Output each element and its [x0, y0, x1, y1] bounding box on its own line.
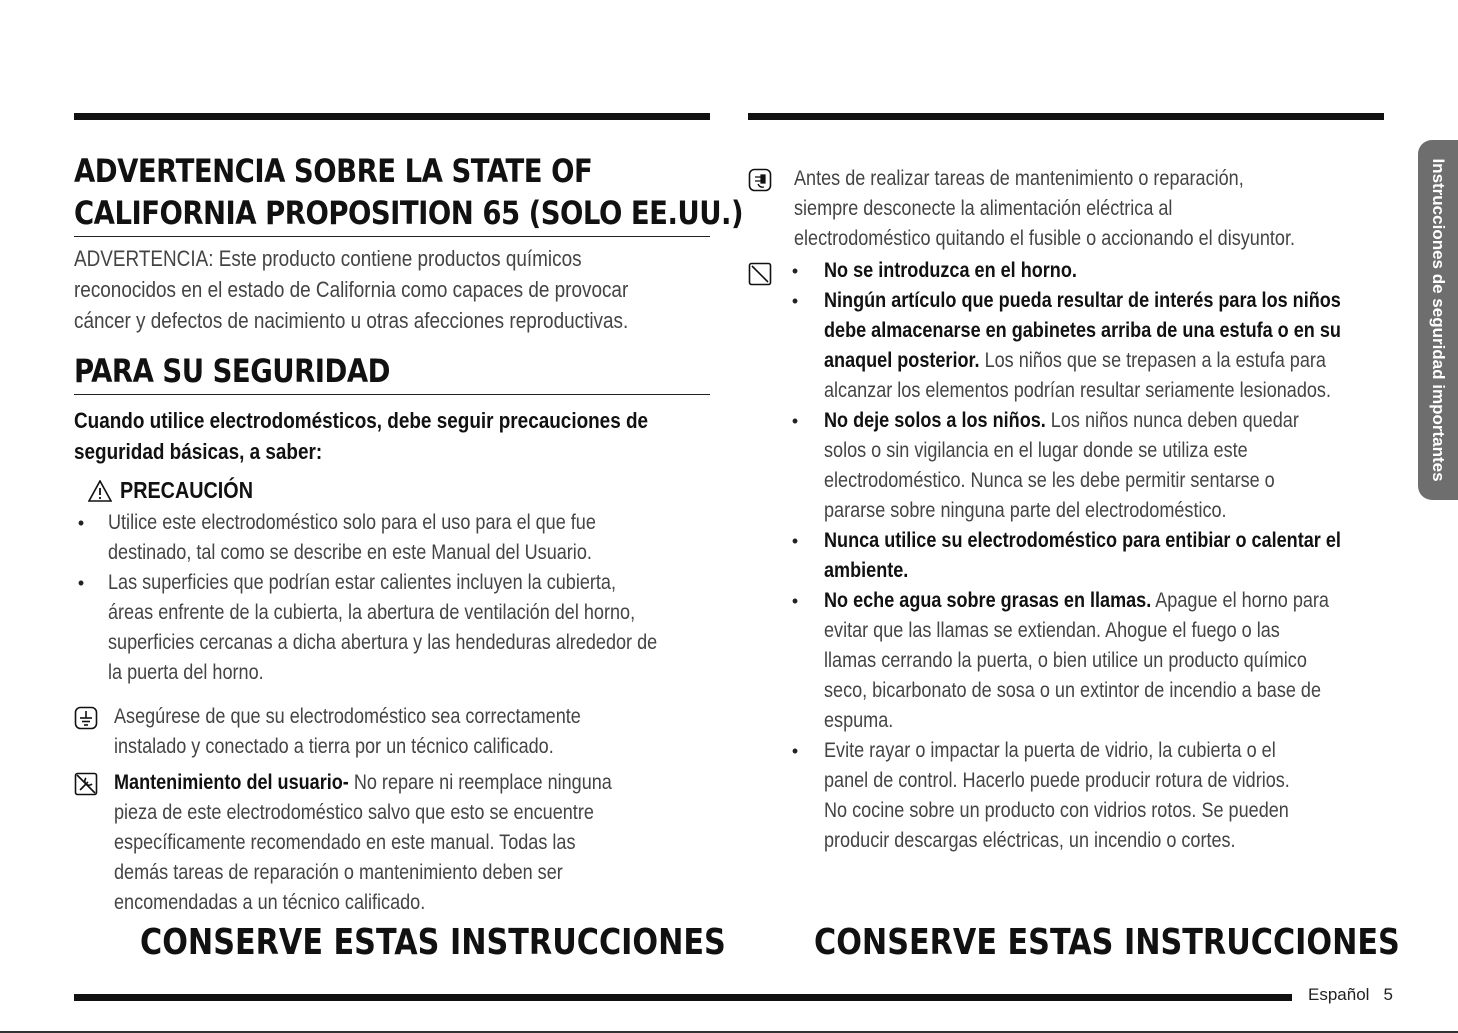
text-line: seguridad básicas, a saber:	[74, 439, 323, 464]
prop65-heading-line1: ADVERTENCIA SOBRE LA STATE OF	[74, 152, 593, 190]
text-line: la puerta del horno.	[108, 661, 264, 684]
text-line: Nunca utilice su electrodoméstico para entibiar o calentar el	[824, 529, 1341, 552]
bullet-icon: •	[791, 741, 799, 761]
bullet-icon: •	[791, 291, 799, 311]
footer	[1308, 985, 1393, 1005]
safety-intro	[74, 405, 710, 467]
text-fragment: anaquel posterior.	[824, 349, 980, 372]
bullet-icon: •	[791, 261, 799, 281]
ground-icon	[74, 706, 98, 730]
text-fragment: No eche agua sobre grasas en llamas.	[824, 589, 1152, 612]
footer-language: Español	[1308, 985, 1370, 1004]
text-line: llamas cerrando la puerta, o bien utilice un producto químico	[824, 649, 1307, 672]
section-tab-label: Instrucciones de seguridad importantes	[1429, 158, 1448, 482]
text-line	[114, 768, 627, 798]
unplug-icon	[748, 168, 772, 192]
text-line: solos o sin vigilancia en el lugar donde se utiliza este	[824, 439, 1248, 462]
bullet-icon: •	[77, 513, 85, 533]
text-fragment: No deje solos a los niños.	[824, 409, 1046, 432]
safety-list	[788, 256, 1425, 856]
text-line: panel de control. Hacerlo puede producir rotura de vidrios.	[824, 769, 1290, 792]
text-line: ADVERTENCIA: Este producto contiene productos químicos	[74, 246, 582, 271]
text-line: electrodoméstico quitando el fusible o accionando el disyuntor.	[794, 227, 1295, 250]
text-line: Asegúrese de que su electrodoméstico sea correctamente	[114, 705, 581, 728]
text-fragment: Los niños nunca deben quedar	[1045, 409, 1299, 432]
section-tab[interactable]	[1418, 140, 1458, 500]
text-line: alcanzar los elementos podrían resultar seriamente lesionados.	[824, 379, 1331, 402]
maintenance-note	[74, 768, 710, 918]
safety-heading: PARA SU SEGURIDAD	[74, 352, 390, 390]
text-line: espuma.	[824, 709, 894, 732]
text-line: reconocidos en el estado de California como capaces de provocar	[74, 277, 629, 302]
list-item	[74, 568, 710, 688]
text-line: debe almacenarse en gabinetes arriba de una estufa o en su	[824, 319, 1341, 342]
top-rule-right	[748, 113, 1384, 120]
text-line: pieza de este electrodoméstico salvo que esto se encuentre	[114, 801, 594, 824]
text-line	[824, 346, 1341, 376]
conserve-heading-left: CONSERVE ESTAS INSTRUCCIONES	[140, 922, 726, 963]
prohibited-notes	[748, 256, 1384, 856]
list-item	[788, 736, 1425, 856]
list-item	[74, 508, 710, 568]
text-line: producir descargas eléctricas, un incendio o cortes.	[824, 829, 1236, 852]
text-line: electrodoméstico. Nunca se les debe permitir sentarse o	[824, 469, 1275, 492]
right-column	[748, 120, 1384, 856]
text-line: cáncer y defectos de nacimiento u otras afecciones reproductivas.	[74, 308, 629, 333]
warning-triangle-icon	[88, 480, 112, 502]
text-line: destinado, tal como se describe en este Manual del Usuario.	[108, 541, 592, 564]
text-line: evitar que las llamas se extiendan. Ahogue el fuego o las	[824, 619, 1280, 642]
text-line	[824, 586, 1341, 616]
list-item	[788, 286, 1425, 406]
text-line: específicamente recomendado en este manual. Todas las	[114, 831, 576, 854]
text-line: No cocine sobre un producto con vidrios rotos. Se pueden	[824, 799, 1289, 822]
conserve-heading-right: CONSERVE ESTAS INSTRUCCIONES	[814, 922, 1400, 963]
text-line: superficies cercanas a dicha abertura y las hendeduras alrededor de	[108, 631, 658, 654]
text-line: Ningún artículo que pueda resultar de interés para los niños	[824, 289, 1341, 312]
text-line: Utilice este electrodoméstico solo para el uso para el que fue	[108, 511, 596, 534]
bullet-icon: •	[791, 531, 799, 551]
footer-rule	[74, 994, 1292, 1001]
caution-list	[74, 508, 710, 688]
text-line: áreas enfrente de la cubierta, la abertura de ventilación del horno,	[108, 601, 636, 624]
text-line: No se introduzca en el horno.	[824, 259, 1077, 282]
list-item	[788, 256, 1425, 286]
bullet-icon: •	[791, 591, 799, 611]
text-line	[824, 406, 1341, 436]
prohibited-icon	[748, 262, 772, 286]
text-line: Antes de realizar tareas de mantenimiento o reparación,	[794, 167, 1244, 190]
text-line: pararse sobre ninguna parte del electrodoméstico.	[824, 499, 1227, 522]
text-line: instalado y conectado a tierra por un técnico calificado.	[114, 735, 554, 758]
text-line: seco, bicarbonato de sosa o un extintor de incendio a base de	[824, 679, 1321, 702]
list-item	[788, 406, 1425, 526]
list-item	[788, 526, 1425, 586]
text-line: siempre desconecte la alimentación eléctrica al	[794, 197, 1173, 220]
safety-heading-wrap	[74, 350, 710, 395]
maintenance-label: Mantenimiento del usuario-	[114, 771, 349, 794]
unplug-note	[748, 164, 1384, 254]
top-rule-left	[74, 113, 710, 120]
bullet-icon: •	[77, 573, 85, 593]
caution-heading	[88, 477, 710, 504]
text-fragment: Los niños que se trepasen a la estufa para	[979, 349, 1326, 372]
maintenance-text: No repare ni reemplace ninguna	[348, 771, 612, 794]
page-number: 5	[1383, 985, 1393, 1004]
left-column	[74, 120, 744, 918]
text-line: Evite rayar o impactar la puerta de vidrio, la cubierta o el	[824, 739, 1276, 762]
prop65-heading-line2: CALIFORNIA PROPOSITION 65 (SOLO EE.UU.)	[74, 194, 744, 232]
text-line: Cuando utilice electrodomésticos, debe seguir precauciones de	[74, 408, 649, 433]
text-line: demás tareas de reparación o mantenimiento deben ser	[114, 861, 563, 884]
prop65-heading	[74, 150, 744, 237]
prop65-warning-text	[74, 243, 710, 336]
text-fragment: Apague el horno para	[1151, 589, 1329, 612]
text-line: encomendadas a un técnico calificado.	[114, 891, 426, 914]
text-line: Las superficies que podrían estar calientes incluyen la cubierta,	[108, 571, 616, 594]
bullet-icon: •	[791, 411, 799, 431]
ground-note	[74, 702, 710, 762]
caution-label: PRECAUCIÓN	[120, 477, 253, 503]
text-line: ambiente.	[824, 559, 909, 582]
no-repair-icon	[74, 772, 98, 796]
list-item	[788, 586, 1425, 736]
